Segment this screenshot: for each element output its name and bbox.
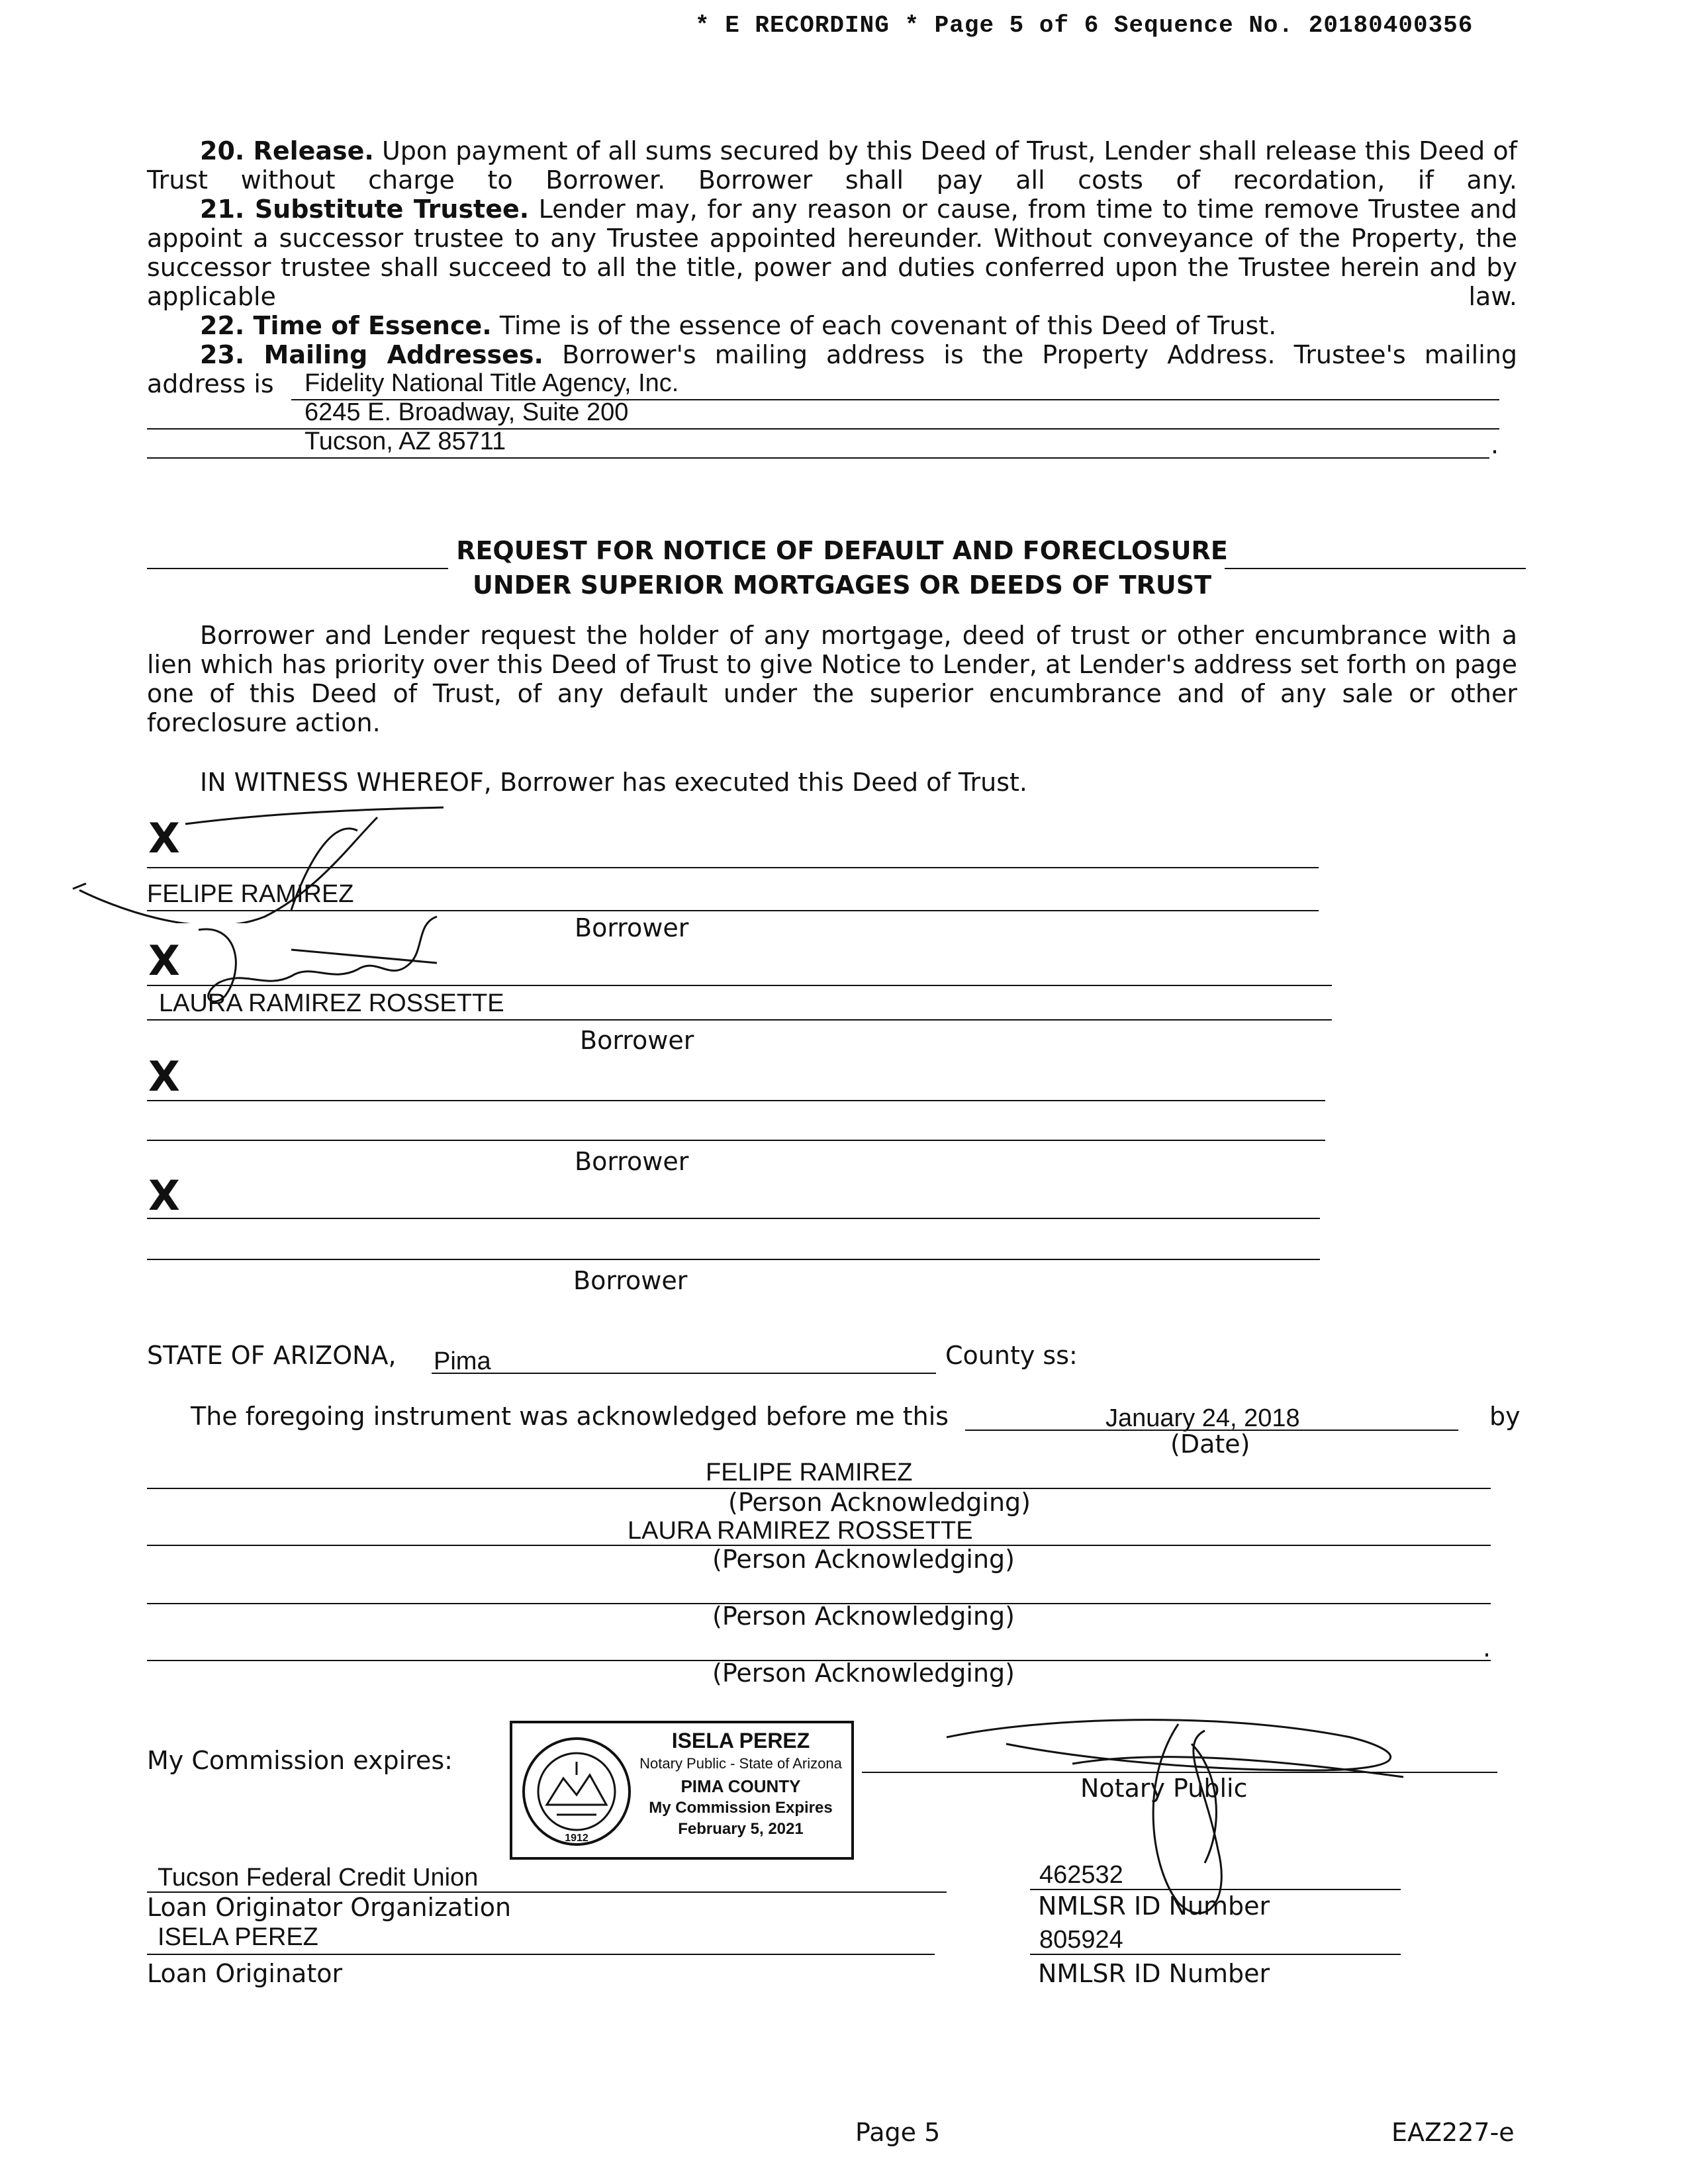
seal-year: 1912 <box>565 1833 588 1844</box>
person-caption: (Person Acknowledging) <box>712 1602 1015 1631</box>
date-caption: (Date) <box>1170 1430 1250 1459</box>
clause-number: 23. Mailing Addresses. <box>200 340 543 369</box>
borrower1-name: FELIPE RAMIREZ <box>147 880 354 908</box>
clause-substitute-trustee <box>147 195 1517 311</box>
stamp-name: ISELA PEREZ <box>671 1729 810 1752</box>
signature-x-mark: X <box>148 1171 180 1220</box>
clause-text: Borrower's mailing address is the Property Address. Trustee's mailing <box>562 340 1517 369</box>
originator-org-value: Tucson Federal Credit Union <box>158 1864 479 1891</box>
state-label: STATE OF ARIZONA, <box>147 1341 397 1370</box>
borrower2-name: LAURA RAMIREZ ROSSETTE <box>159 989 504 1017</box>
signature-x-mark: X <box>148 814 180 862</box>
county-value: Pima <box>434 1347 491 1375</box>
clause-number: 22. Time of Essence. <box>200 311 492 340</box>
borrower-label: Borrower <box>575 1147 689 1176</box>
witness-statement: IN WITNESS WHEREOF, Borrower has executed this Deed of Trust. <box>200 768 1027 797</box>
recording-header: * E RECORDING * Page 5 of 6 Sequence No. 20180400356 <box>695 12 1474 39</box>
clause-number: 20. Release. <box>200 136 374 165</box>
org-nmls-value: 462532 <box>1039 1861 1123 1889</box>
address-end-period: . <box>1491 430 1499 459</box>
trustee-address-line2: 6245 E. Broadway, Suite 200 <box>305 398 629 426</box>
clause-release <box>147 136 1517 195</box>
form-code: EAZ227-e <box>1391 2118 1515 2147</box>
commission-label: My Commission expires: <box>147 1746 453 1775</box>
ack-end-period: . <box>1483 1633 1491 1662</box>
state-seal-icon <box>520 1735 633 1848</box>
borrower-label: Borrower <box>573 1266 688 1295</box>
originator-nmls-value: 805924 <box>1039 1926 1123 1954</box>
request-title-line2: UNDER SUPERIOR MORTGAGES OR DEEDS OF TRUST <box>472 570 1212 600</box>
person-caption: (Person Acknowledging) <box>712 1545 1015 1574</box>
county-label: County ss: <box>945 1341 1078 1370</box>
notary-stamp <box>510 1721 854 1860</box>
clause-text: Time is of the essence of each covenant of this Deed of Trust. <box>499 311 1277 340</box>
request-paragraph-text: Borrower and Lender request the holder of any mortgage, deed of trust or other encumbrance with a lien which has priority over this Deed of Trust to give Notice to Lender, at Lender's address set forth on page one of this Deed of Trust, of any default under the superior encumbrance and of any sale or other foreclosure action. <box>147 621 1517 737</box>
ack-text: The foregoing instrument was acknowledged before me this <box>191 1402 949 1431</box>
trustee-address-line1: Fidelity National Title Agency, Inc. <box>305 369 679 397</box>
originator-name-label: Loan Originator <box>147 1959 343 1988</box>
person1-name: FELIPE RAMIREZ <box>706 1459 913 1486</box>
trustee-address-line3: Tucson, AZ 85711 <box>305 428 506 455</box>
borrower-label: Borrower <box>580 1026 694 1055</box>
stamp-expires-label: My Commission Expires <box>649 1799 833 1817</box>
clause-text: Lender may, for any reason or cause, from time to time remove Trustee and appoint a successor trustee to any Trustee appointed hereunder. Without conveyance of the Property, the successor trustee shall succeed to all the title, power and duties conferred upon the Trustee herein and by applicable law. <box>147 195 1517 311</box>
originator-org-label: Loan Originator Organization <box>147 1893 512 1922</box>
person-caption: (Person Acknowledging) <box>712 1659 1015 1688</box>
clause-time-of-essence <box>200 311 1276 340</box>
stamp-expires-date: February 5, 2021 <box>678 1820 804 1838</box>
originator-nmls-label: NMLSR ID Number <box>1038 1959 1270 1988</box>
borrower-label: Borrower <box>575 913 689 942</box>
ack-date: January 24, 2018 <box>1105 1404 1300 1432</box>
stamp-county: PIMA COUNTY <box>680 1776 801 1796</box>
clause-number: 21. Substitute Trustee. <box>200 195 530 224</box>
by-label: by <box>1489 1402 1521 1431</box>
request-paragraph <box>147 621 1517 737</box>
person2-name: LAURA RAMIREZ ROSSETTE <box>628 1517 973 1545</box>
originator-name-value: ISELA PEREZ <box>158 1923 318 1951</box>
page-number: Page 5 <box>855 2118 941 2147</box>
request-title-line1: REQUEST FOR NOTICE OF DEFAULT AND FORECLOSURE <box>456 536 1228 565</box>
notary-public-label: Notary Public <box>1080 1774 1248 1803</box>
signature-x-mark: X <box>148 1052 180 1101</box>
mailing-lead: address is <box>147 369 274 398</box>
clause-mailing-addresses <box>200 340 1517 369</box>
signature-x-mark: X <box>148 936 180 985</box>
org-nmls-label: NMLSR ID Number <box>1038 1891 1270 1921</box>
person-caption: (Person Acknowledging) <box>728 1488 1031 1517</box>
clause-text: Upon payment of all sums secured by this Deed of Trust, Lender shall release this Deed of Trust without charge to Borrower. Borrower shall pay all costs of recordation, if any. <box>147 136 1517 195</box>
stamp-title: Notary Public - State of Arizona <box>639 1755 842 1772</box>
